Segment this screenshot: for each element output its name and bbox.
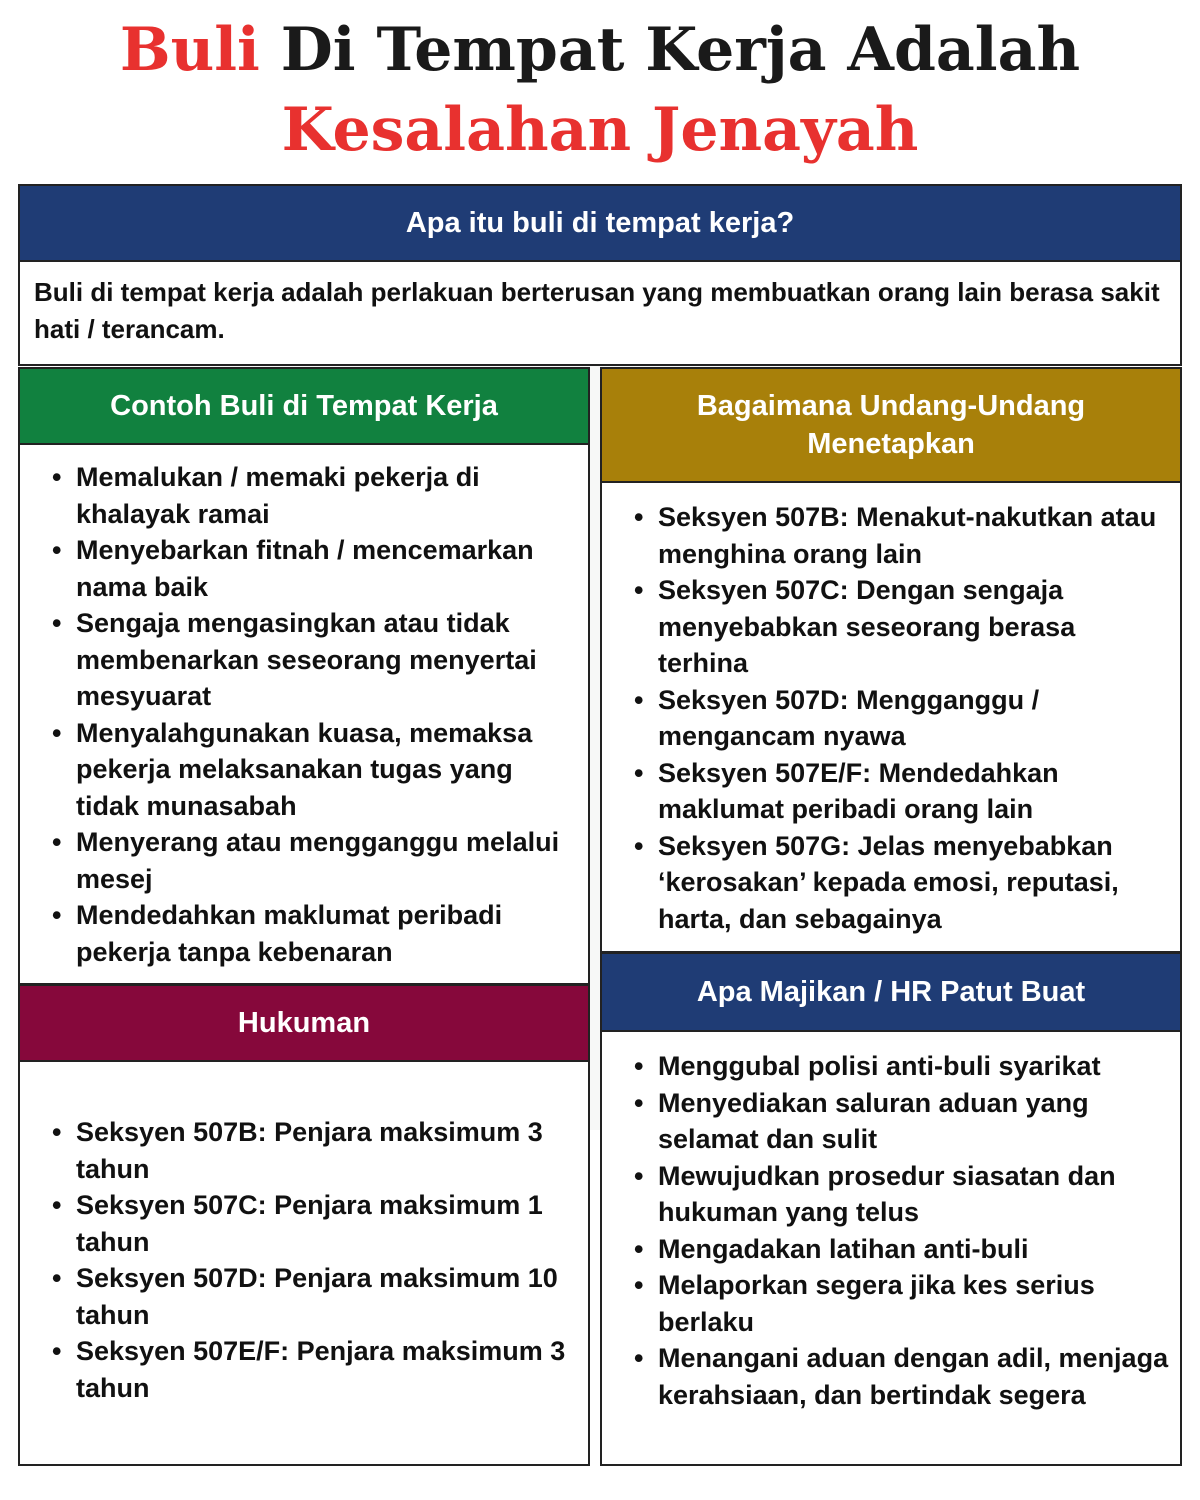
examples-item: • Menyebarkan fitnah / mencemarkan nama baik xyxy=(20,532,588,605)
law-box xyxy=(600,367,1182,953)
title-highlight: Buli xyxy=(119,15,260,85)
employer-box xyxy=(600,952,1182,1466)
law-item: • Seksyen 507E/F: Mendedahkan maklumat peribadi orang lain xyxy=(602,755,1180,828)
employer-item: • Menggubal polisi anti-buli syarikat xyxy=(602,1048,1180,1085)
law-header: Bagaimana Undang-Undang Menetapkan xyxy=(602,369,1180,483)
penalty-header: Hukuman xyxy=(20,986,588,1062)
law-item: • Seksyen 507C: Dengan sengaja menyebabkan seseorang berasa terhina xyxy=(602,572,1180,682)
penalty-item: • Seksyen 507C: Penjara maksimum 1 tahun xyxy=(20,1187,588,1260)
examples-item: • Mendedahkan maklumat peribadi pekerja tanpa kebenaran xyxy=(20,897,588,970)
examples-item: • Menyerang atau mengganggu melalui mesej xyxy=(20,824,588,897)
examples-header: Contoh Buli di Tempat Kerja xyxy=(20,369,588,445)
page-title-line2: Kesalahan Jenayah xyxy=(281,95,919,165)
definition-header: Apa itu buli di tempat kerja? xyxy=(20,186,1180,262)
employer-item: • Menangani aduan dengan adil, menjaga kerahsiaan, dan bertindak segera xyxy=(602,1340,1180,1413)
employer-item: • Mengadakan latihan anti-buli xyxy=(602,1231,1180,1268)
law-item: • Seksyen 507D: Mengganggu / mengancam nyawa xyxy=(602,682,1180,755)
penalty-list xyxy=(20,1062,588,1406)
definition-text: Buli di tempat kerja adalah perlakuan berterusan yang membuatkan orang lain berasa sakit hati / terancam. xyxy=(34,277,1160,344)
examples-list xyxy=(20,445,588,970)
page-title-line1 xyxy=(0,10,1200,90)
examples-box xyxy=(18,367,590,985)
definition-box xyxy=(18,184,1182,366)
law-item: • Seksyen 507G: Jelas menyebabkan ‘kerosakan’ kepada emosi, reputasi, harta, dan sebagainya xyxy=(602,828,1180,938)
examples-item: • Memalukan / memaki pekerja di khalayak ramai xyxy=(20,459,588,532)
law-list xyxy=(602,483,1180,937)
employer-item: • Mewujudkan prosedur siasatan dan hukuman yang telus xyxy=(602,1158,1180,1231)
law-item: • Seksyen 507B: Menakut-nakutkan atau menghina orang lain xyxy=(602,499,1180,572)
penalty-item: • Seksyen 507B: Penjara maksimum 3 tahun xyxy=(20,1114,588,1187)
penalty-box xyxy=(18,984,590,1466)
examples-item: • Sengaja mengasingkan atau tidak membenarkan seseorang menyertai mesyuarat xyxy=(20,605,588,715)
employer-list xyxy=(602,1032,1180,1413)
employer-header: Apa Majikan / HR Patut Buat xyxy=(602,954,1180,1032)
penalty-item: • Seksyen 507E/F: Penjara maksimum 3 tahun xyxy=(20,1333,588,1406)
employer-item: • Menyediakan saluran aduan yang selamat dan sulit xyxy=(602,1085,1180,1158)
examples-item: • Menyalahgunakan kuasa, memaksa pekerja melaksanakan tugas yang tidak munasabah xyxy=(20,715,588,825)
penalty-item: • Seksyen 507D: Penjara maksimum 10 tahun xyxy=(20,1260,588,1333)
title-rest: Di Tempat Kerja Adalah xyxy=(259,15,1081,85)
employer-item: • Melaporkan segera jika kes serius berlaku xyxy=(602,1267,1180,1340)
